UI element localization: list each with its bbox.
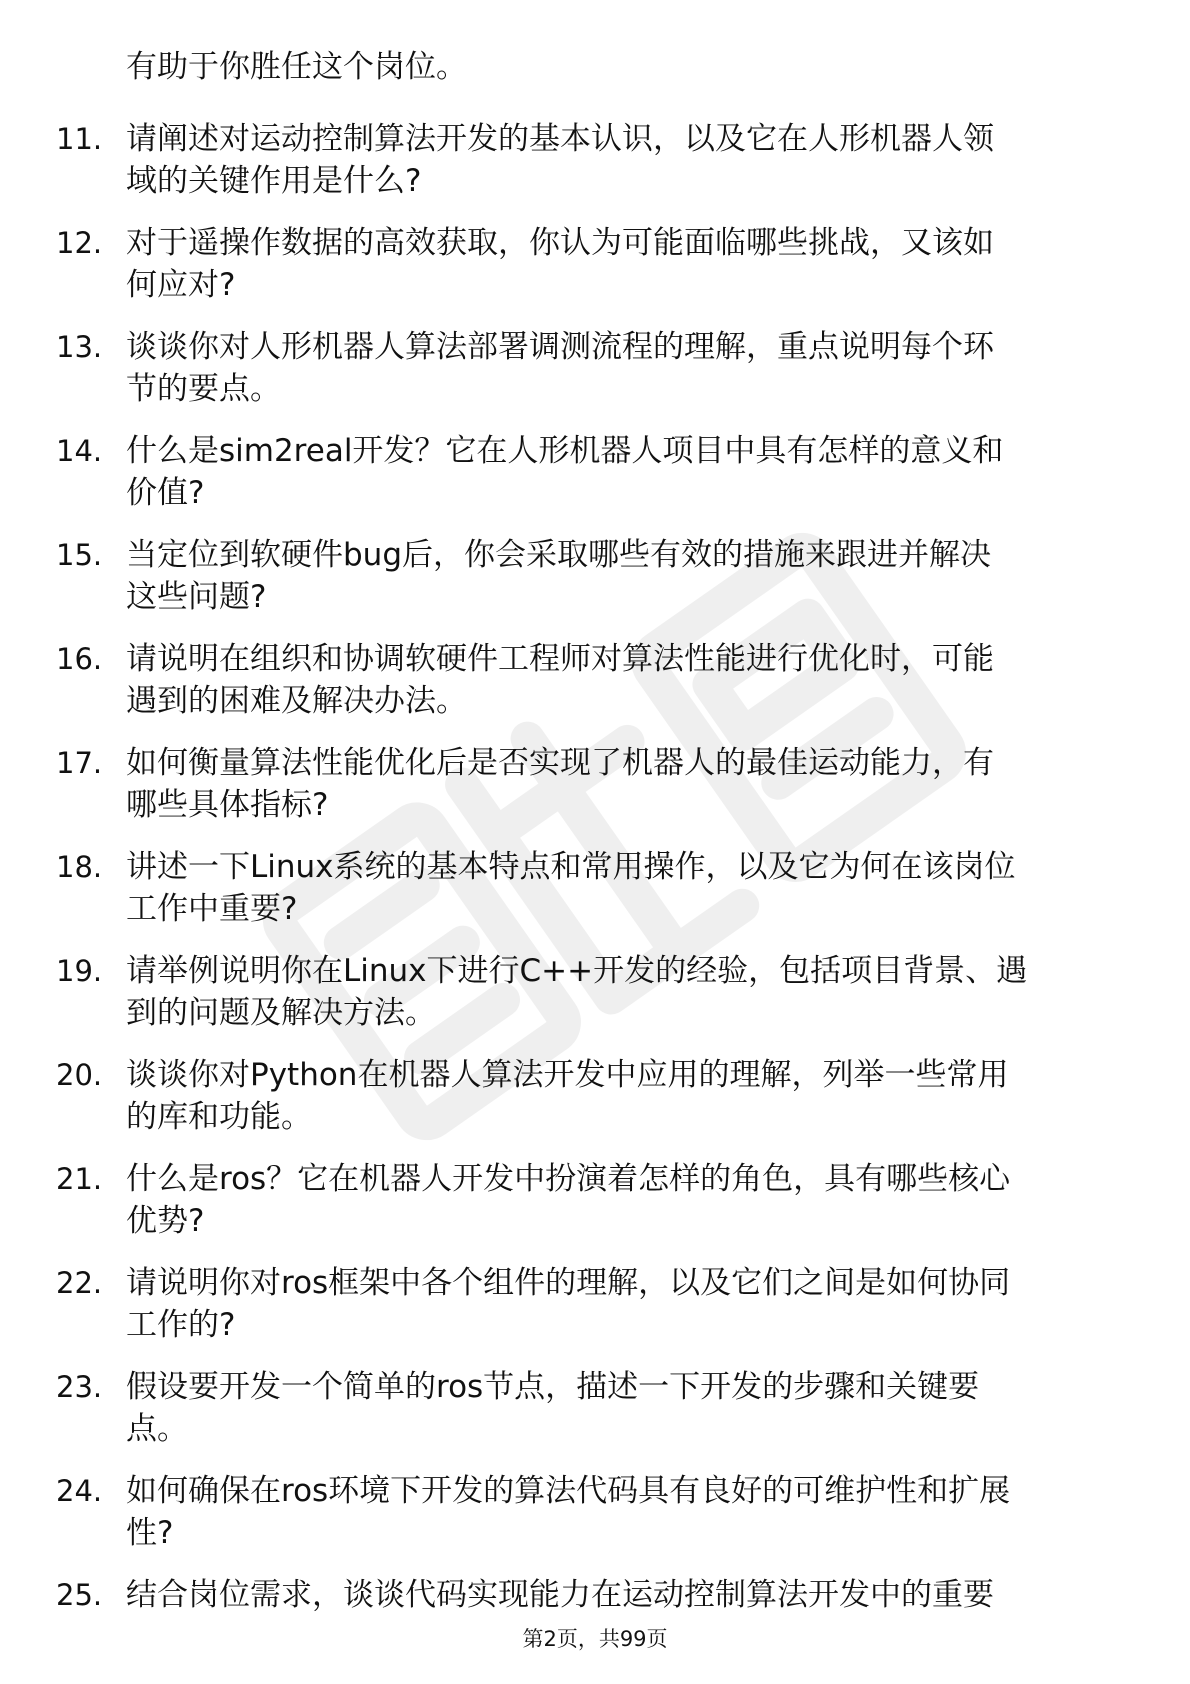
list-item — [56, 1262, 1136, 1346]
question-text: 结合岗位需求，谈谈代码实现能力在运动控制算法开发中的重要 — [126, 1577, 994, 1613]
question-text: 请说明在组织和协调软硬件工程师对算法性能进行优化时，可能 遇到的困难及解决办法。 — [126, 641, 994, 719]
question-number: 11. — [56, 122, 103, 156]
list-item — [56, 118, 1136, 202]
list-item — [56, 1470, 1136, 1554]
question-number: 20. — [56, 1058, 103, 1092]
question-content — [56, 46, 1136, 1636]
list-item — [56, 1158, 1136, 1242]
question-number: 19. — [56, 954, 103, 988]
question-text: 如何确保在ros环境下开发的算法代码具有良好的可维护性和扩展 性? — [126, 1473, 1011, 1551]
list-item — [56, 1366, 1136, 1450]
question-text: 请阐述对运动控制算法开发的基本认识，以及它在人形机器人领 域的关键作用是什么? — [126, 121, 994, 199]
list-item — [56, 638, 1136, 722]
question-number: 16. — [56, 642, 103, 676]
question-number: 13. — [56, 330, 103, 364]
list-item — [56, 222, 1136, 306]
list-item — [56, 742, 1136, 826]
question-text: 讲述一下Linux系统的基本特点和常用操作，以及它为何在该岗位 工作中重要? — [126, 849, 1016, 927]
question-number: 15. — [56, 538, 103, 572]
question-number: 23. — [56, 1370, 103, 1404]
question-number: 25. — [56, 1578, 103, 1612]
list-item — [56, 326, 1136, 410]
question-text: 谈谈你对人形机器人算法部署调测流程的理解，重点说明每个环 节的要点。 — [126, 329, 994, 407]
question-text: 对于遥操作数据的高效获取，你认为可能面临哪些挑战，又该如 何应对? — [126, 225, 994, 303]
page-number-label: 第2页，共99页 — [522, 1627, 668, 1651]
question-text: 假设要开发一个简单的ros节点，描述一下开发的步骤和关键要 点。 — [126, 1369, 980, 1447]
continuation-text: 有助于你胜任这个岗位。 — [126, 49, 467, 85]
question-number: 21. — [56, 1162, 103, 1196]
question-number: 14. — [56, 434, 103, 468]
list-item — [56, 430, 1136, 514]
question-text: 如何衡量算法性能优化后是否实现了机器人的最佳运动能力，有 哪些具体指标? — [126, 745, 994, 823]
question-text: 请举例说明你在Linux下进行C++开发的经验，包括项目背景、遇 到的问题及解决方法。 — [126, 953, 1028, 1031]
question-number: 22. — [56, 1266, 103, 1300]
question-number: 18. — [56, 850, 103, 884]
list-item — [56, 950, 1136, 1034]
page-footer — [0, 1625, 1190, 1653]
question-text: 谈谈你对Python在机器人算法开发中应用的理解，列举一些常用 的库和功能。 — [126, 1057, 1009, 1135]
list-item — [56, 1574, 1136, 1616]
question-text: 当定位到软硬件bug后，你会采取哪些有效的措施来跟进并解决 这些问题? — [126, 537, 992, 615]
question-number: 24. — [56, 1474, 103, 1508]
question-text: 什么是sim2real开发？它在人形机器人项目中具有怎样的意义和 价值? — [126, 433, 1004, 511]
list-item — [56, 534, 1136, 618]
question-list — [56, 118, 1136, 1616]
list-item — [56, 846, 1136, 930]
question-text: 什么是ros？它在机器人开发中扮演着怎样的角色，具有哪些核心 优势? — [126, 1161, 1011, 1239]
question-text: 请说明你对ros框架中各个组件的理解，以及它们之间是如何协同 工作的? — [126, 1265, 1011, 1343]
question-number: 12. — [56, 226, 103, 260]
list-item — [56, 1054, 1136, 1138]
question-number: 17. — [56, 746, 103, 780]
